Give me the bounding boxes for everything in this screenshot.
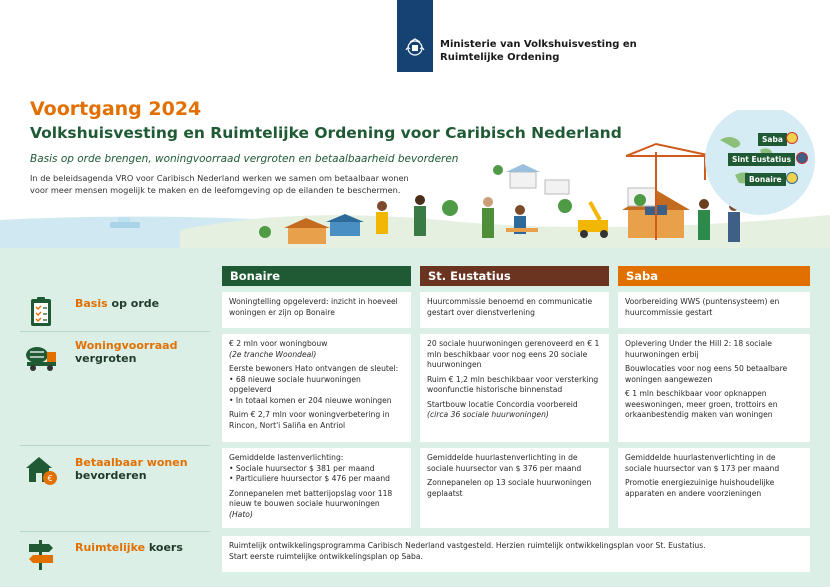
bullet-item: • 68 nieuwe sociale huurwoningen opgeleverd xyxy=(229,374,361,394)
cell-woning-bonaire xyxy=(222,334,411,442)
cell-text: Woningtelling opgeleverd: inzicht in hoeveel woningen er zijn op Bonaire xyxy=(229,297,398,317)
cell-text: Zonnepanelen met batterijopslag voor 118 nieuw te bouwen sociale huurwoningen xyxy=(229,488,393,508)
page-tagline: Basis op orde brengen, woningvoorraad vergroten en betaalbaarheid bevorderen xyxy=(30,153,459,165)
cell-note: (2e tranche Woondeal) xyxy=(229,349,317,359)
flag-bonaire-icon xyxy=(786,172,798,184)
row-divider xyxy=(20,531,210,532)
cell-woning-statia xyxy=(420,334,609,442)
cell-text: Gemiddelde huurlastenverlichting in de sociale huursector van $ 376 per maand xyxy=(427,453,582,473)
row-label-woning-b: vergroten xyxy=(75,352,137,365)
cell-basis-bonaire xyxy=(222,292,411,328)
cell-text: Gemiddelde lastenverlichting: xyxy=(229,453,344,462)
row-label-betaal-b: bevorderen xyxy=(75,469,147,482)
svg-text:€: € xyxy=(47,474,53,483)
signpost-icon xyxy=(23,536,59,572)
crest-icon xyxy=(404,36,426,58)
row-divider xyxy=(20,331,210,332)
cell-text: Ruim € 2,7 mln voor woningverbetering in Rincon, Nort'i Saliña en Antriol xyxy=(229,410,390,430)
row-label-betaal-a: Betaalbaar wonen xyxy=(75,456,188,469)
ministry-line-2: Ruimtelijke Ordening xyxy=(440,52,560,63)
cell-woning-saba xyxy=(618,334,810,442)
cell-text: Oplevering Under the Hill 2: 18 sociale huurwoningen erbij xyxy=(625,339,772,359)
column-header-bonaire: Bonaire xyxy=(222,266,411,286)
row-label-ruimte xyxy=(75,541,183,554)
cell-text: Zonnepanelen op 13 sociale huurwoningen geplaatst xyxy=(427,478,592,498)
cell-text: Ruimtelijk ontwikkelingsprogramma Caribisch Nederland vastgesteld. Herzien ruimtelijk ontwikkelingsplan voor St. Eustatius. xyxy=(229,541,706,550)
row-label-ruimte-b: koers xyxy=(145,541,183,554)
cement-truck-icon xyxy=(23,338,59,374)
cell-text: Promotie energiezuinige huishoudelijke apparaten en andere voorzieningen xyxy=(625,478,775,498)
bullet-item: • In totaal komen er 204 nieuwe woningen xyxy=(229,395,392,405)
row-label-woning-a: Woningvoorraad xyxy=(75,339,178,352)
clipboard-icon xyxy=(23,294,59,330)
cell-betaal-bonaire xyxy=(222,448,411,528)
row-label-betaal xyxy=(75,456,188,482)
cell-betaal-statia xyxy=(420,448,609,528)
bullet-item: • Particuliere huursector $ 476 per maand xyxy=(229,474,390,483)
ministry-name xyxy=(440,38,637,64)
row-label-ruimte-a: Ruimtelijke xyxy=(75,541,146,554)
column-header-statia: St. Eustatius xyxy=(420,266,609,286)
column-header-saba: Saba xyxy=(618,266,810,286)
row-label-woning xyxy=(75,339,177,365)
cell-text: 20 sociale huurwoningen gerenoveerd en € 1 mln beschikbaar voor nog eens 20 sociale huurwoningen xyxy=(427,339,600,369)
cell-ruimte xyxy=(222,536,810,572)
page-subtitle: Volkshuisvesting en Ruimtelijke Ordening voor Caribisch Nederland xyxy=(30,124,622,142)
cell-text: Huurcommissie benoemd en communicatie gestart over dienstverlening xyxy=(427,297,593,317)
cell-text: € 2 mln voor woningbouw xyxy=(229,339,328,348)
map-label-saba: Saba xyxy=(758,133,787,146)
map-label-bonaire: Bonaire xyxy=(745,173,786,186)
cell-note: (circa 36 sociale huurwoningen) xyxy=(427,410,549,419)
flag-statia-icon xyxy=(796,152,808,164)
cell-betaal-saba xyxy=(618,448,810,528)
cell-text: € 1 mln beschikbaar voor opknappen weeswoningen, meer groen, trottoirs en orkaanbestendig maken van woningen xyxy=(625,389,778,419)
row-label-basis xyxy=(75,297,159,310)
rijksoverheid-logo xyxy=(397,0,433,72)
ministry-line-1: Ministerie van Volkshuisvesting en xyxy=(440,39,637,50)
map-label-statia: Sint Eustatius xyxy=(728,153,795,166)
flag-saba-icon xyxy=(786,132,798,144)
bullet-item: • Sociale huursector $ 381 per maand xyxy=(229,463,375,473)
house-euro-icon xyxy=(23,452,59,488)
cell-text: Voorbereiding WWS (puntensysteem) en huurcommissie gestart xyxy=(625,297,780,317)
cell-basis-saba xyxy=(618,292,810,328)
row-label-basis-a: Basis xyxy=(75,297,108,310)
cell-basis-statia xyxy=(420,292,609,328)
cell-text: Ruim € 1,2 mln beschikbaar voor versterking woonfunctie historische binnenstad xyxy=(427,374,599,394)
intro-text: In de beleidsagenda VRO voor Caribisch Nederland werken we samen om betaalbaar wonen voor meer mensen mogelijk te maken en de leefomgeving op de eilanden te beschermen. xyxy=(30,173,409,195)
row-label-basis-b: op orde xyxy=(107,297,160,310)
cell-text: Startbouw locatie Concordia voorbereid xyxy=(427,399,578,409)
cell-note: (Hato) xyxy=(229,509,253,519)
cell-text: Bouwlocaties voor nog eens 50 betaalbare woningen aangewezen xyxy=(625,364,788,384)
cell-text: Gemiddelde huurlastenverlichting in de sociale huursector van $ 173 per maand xyxy=(625,453,780,473)
cell-text: Eerste bewoners Hato ontvangen de sleutel: xyxy=(229,364,399,373)
page-title: Voortgang 2024 xyxy=(30,98,202,120)
row-divider xyxy=(20,445,210,446)
cell-text: Start eerste ruimtelijke ontwikkelingsplan op Saba. xyxy=(229,551,423,561)
